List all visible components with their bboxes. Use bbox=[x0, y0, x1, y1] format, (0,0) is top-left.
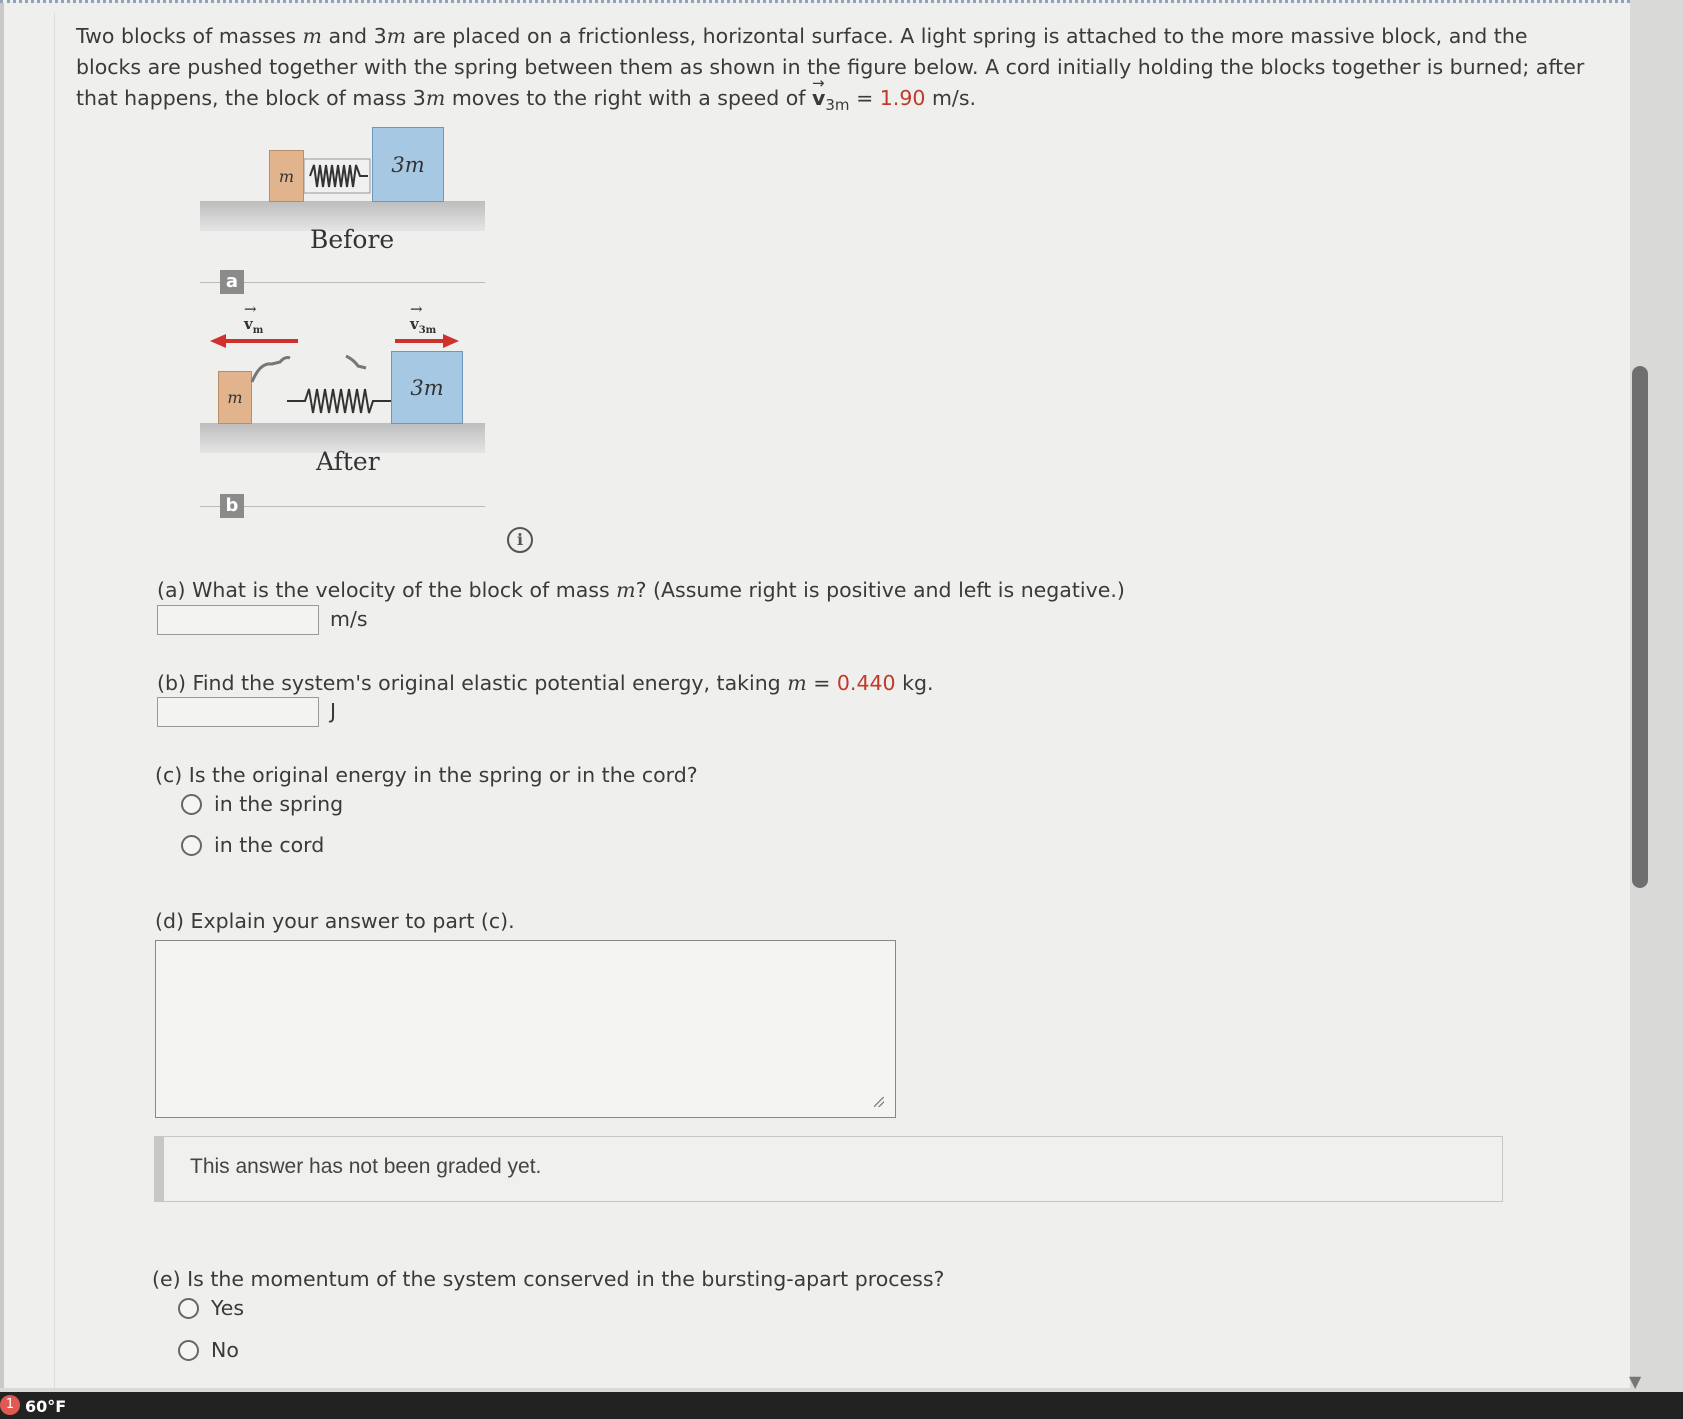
radio-button[interactable] bbox=[178, 1340, 199, 1361]
before-block-m: m bbox=[269, 150, 304, 202]
grading-status-box bbox=[154, 1136, 1503, 1202]
after-caption: After bbox=[316, 447, 380, 476]
option-in-the-spring[interactable]: in the spring bbox=[181, 792, 343, 816]
velocity-m-label: → $v_m$ bbox=[244, 315, 263, 336]
energy-answer-input[interactable] bbox=[157, 697, 319, 727]
after-block-m: m bbox=[218, 371, 252, 424]
radio-button[interactable] bbox=[181, 794, 202, 815]
velocity-unit: m/s bbox=[330, 607, 368, 631]
option-in-the-cord[interactable]: in the cord bbox=[181, 833, 324, 857]
option-yes[interactable]: Yes bbox=[178, 1296, 244, 1320]
question-e: (e) Is the momentum of the system conserved in the bursting-apart process? bbox=[152, 1267, 945, 1291]
after-spring bbox=[285, 381, 395, 421]
notification-badge[interactable]: 1 bbox=[0, 1395, 20, 1415]
question-b: (b) Find the system's original elastic potential energy, taking m = 0.440 kg. bbox=[157, 671, 934, 695]
explanation-textarea[interactable] bbox=[155, 940, 896, 1118]
left-arrow-icon bbox=[210, 333, 300, 349]
radio-button[interactable] bbox=[181, 835, 202, 856]
scroll-down-arrow-icon[interactable]: ▼ bbox=[1629, 1372, 1642, 1391]
margin-divider bbox=[54, 13, 55, 1388]
panel-b-tag: b bbox=[220, 494, 244, 518]
energy-unit: J bbox=[330, 699, 337, 723]
velocity-vector-symbol: → v bbox=[812, 83, 825, 114]
left-border bbox=[0, 3, 4, 1388]
velocity-3m-label: → $v_{3m}$ bbox=[410, 315, 436, 336]
velocity-answer-input[interactable] bbox=[157, 605, 319, 635]
question-a: (a) What is the velocity of the block of mass m? (Assume right is positive and left is negative.) bbox=[157, 578, 1125, 602]
after-block-3m: 3m bbox=[391, 351, 463, 424]
grading-status-text: This answer has not been graded yet. bbox=[190, 1155, 542, 1178]
before-spring bbox=[302, 155, 372, 197]
question-d: (d) Explain your answer to part (c). bbox=[155, 909, 515, 933]
right-arrow-icon bbox=[395, 333, 460, 349]
weather-temperature[interactable]: 60°F bbox=[25, 1397, 67, 1416]
problem-statement: Two blocks of masses m and 3m are placed on a frictionless, horizontal surface. A light spring is attached to the more massive block, and the blocks are pushed together with the spring between them as shown in the figure below. A cord initially holding the blocks together is burned; after that happens, the block of mass 3m moves to the right with a speed of → $v_{3m} = 1.90$ m/s. bbox=[76, 21, 1596, 121]
info-icon[interactable]: i bbox=[507, 527, 533, 553]
panel-a-tag: a bbox=[220, 270, 244, 294]
before-caption: Before bbox=[310, 225, 395, 254]
vertical-scrollbar[interactable] bbox=[1632, 366, 1648, 888]
radio-button[interactable] bbox=[178, 1298, 199, 1319]
before-block-3m: 3m bbox=[372, 127, 444, 202]
taskbar bbox=[0, 1392, 1683, 1419]
given-speed: 1.90 bbox=[879, 86, 926, 110]
option-no[interactable]: No bbox=[178, 1338, 239, 1362]
figure bbox=[200, 127, 500, 547]
question-c: (c) Is the original energy in the spring or in the cord? bbox=[155, 763, 698, 787]
resize-handle-icon[interactable] bbox=[876, 1099, 886, 1109]
